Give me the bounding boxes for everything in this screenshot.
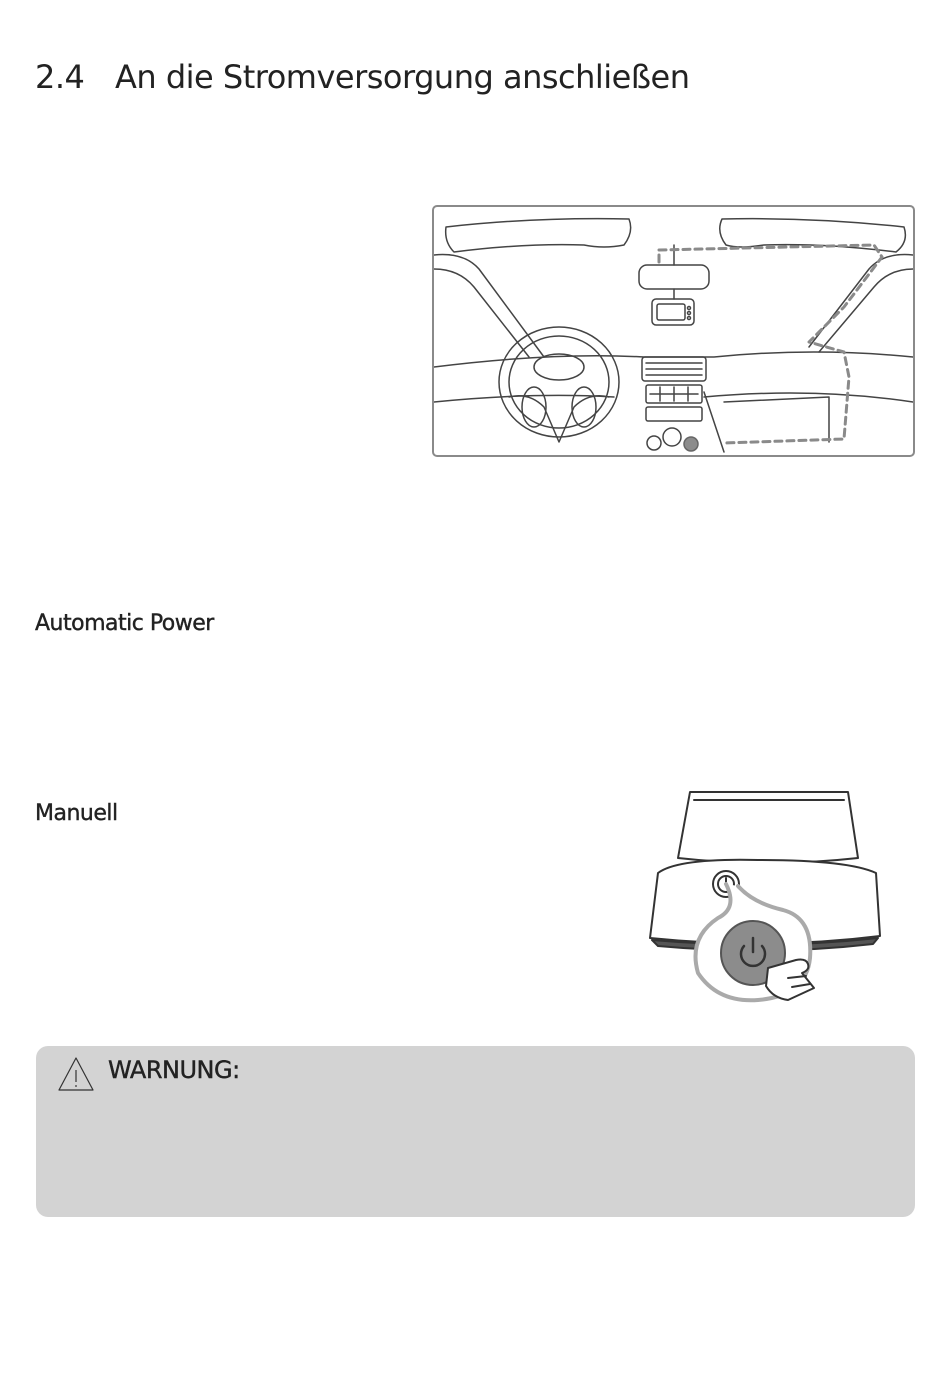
section-heading (35, 58, 689, 96)
warning-box (36, 1046, 915, 1217)
section-title: An die Stromversorgung anschließen (115, 58, 690, 96)
car-interior-illustration (432, 205, 915, 457)
warning-triangle-icon (56, 1054, 96, 1094)
camera-power-button-illustration (638, 788, 888, 1013)
subheading-automatic-power: Automatic Power (35, 611, 214, 636)
warning-title: WARNUNG: (108, 1056, 240, 1084)
subheading-manual: Manuell (35, 801, 118, 826)
section-number: 2.4 (35, 58, 85, 96)
